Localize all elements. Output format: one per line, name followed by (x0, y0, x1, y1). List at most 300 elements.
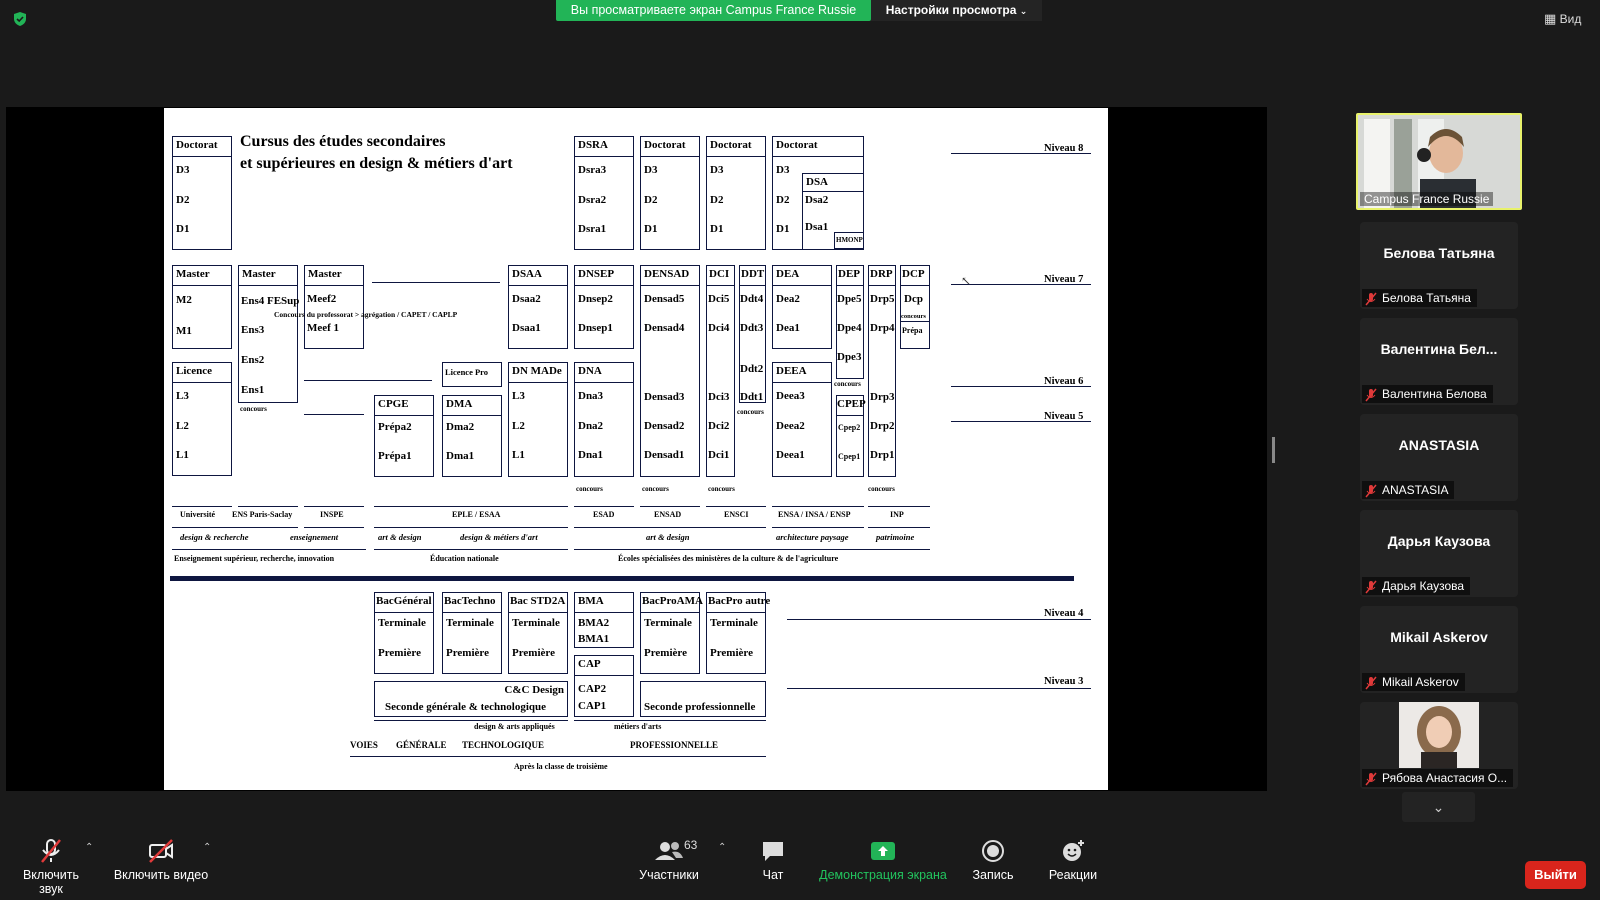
participant-label (1362, 673, 1465, 691)
divider-line (304, 527, 364, 528)
slide-title-line1: Cursus des études secondaires (240, 133, 446, 150)
box-row: Dna1 (578, 449, 604, 461)
participant-label: Campus France Russie (1360, 192, 1493, 206)
box-row: D1 (776, 223, 790, 235)
cc-design-label: C&C Design (504, 684, 564, 696)
box-head: BMA (578, 595, 604, 607)
institution-label: ENSA / INSA / ENSP (778, 510, 851, 519)
box-row: Drp2 (870, 420, 895, 432)
institution-label: INSPE (320, 510, 344, 519)
divider-line (868, 527, 930, 528)
box-row: Dnsep1 (578, 322, 613, 334)
dcp-box (900, 265, 930, 349)
dsra-box (574, 136, 634, 250)
level-line (787, 619, 1091, 620)
chevron-up-icon[interactable]: ⌃ (85, 842, 94, 853)
video-off-icon (147, 838, 175, 864)
box-row: CAP2 (578, 683, 607, 695)
doctorat-box (706, 136, 766, 250)
box-row: L2 (176, 420, 189, 432)
box-row: Première (446, 647, 489, 659)
dsaa-box (508, 265, 568, 349)
dci-box (706, 265, 735, 477)
field-label: art & design (646, 532, 690, 542)
participants-count: 63 (684, 838, 698, 852)
seconde-gt-box (374, 681, 568, 717)
divider-line (372, 282, 500, 283)
seconde-pro-box (640, 681, 766, 717)
box-row: Ddt4 (740, 293, 764, 305)
box-row: Ens3 (241, 324, 265, 336)
box-row: Dnsep2 (578, 293, 613, 305)
mouse-cursor-icon: ↖ (961, 274, 972, 288)
box-row: Première (378, 647, 421, 659)
box-head: DSAA (512, 268, 542, 280)
box-row: Terminale (446, 617, 494, 629)
bac-separator-line (170, 576, 1074, 581)
divider-line (374, 549, 568, 550)
concours-label: concours (737, 408, 764, 416)
box-head: DDT (741, 268, 765, 280)
divider-line (574, 506, 634, 507)
box-head: Doctorat (710, 139, 752, 151)
licence-box (172, 362, 232, 476)
security-shield-icon[interactable] (12, 11, 28, 27)
participant-name-large: Дарья Каузова (1387, 533, 1491, 549)
box-row: Dci2 (708, 420, 730, 432)
grid-icon: ▦ (1544, 11, 1557, 26)
box-head: DCP (902, 268, 925, 280)
box-head: DEEA (776, 365, 807, 377)
dep-box (836, 265, 864, 379)
field-label: design & recherche (180, 532, 249, 542)
dma-box (442, 395, 502, 477)
box-head: BacPro autre (708, 595, 771, 607)
level-6-label: Niveau 6 (1044, 376, 1084, 387)
box-row: Première (512, 647, 555, 659)
box-row: D3 (644, 164, 658, 176)
participant-label (1362, 577, 1470, 595)
box-head: Doctorat (644, 139, 686, 151)
field-label: enseignement (290, 532, 339, 542)
box-row: D3 (176, 164, 190, 176)
divider-line (772, 527, 864, 528)
box-row: Densad2 (644, 420, 685, 432)
box-row: Dci4 (708, 322, 730, 334)
box-row: Première (710, 647, 753, 659)
box-row: D2 (710, 194, 724, 206)
slide-title-line2: et supérieures en design & métiers d'art (240, 155, 513, 172)
voies-label: VOIES (350, 740, 378, 750)
cpge-box (374, 395, 434, 477)
dea-box (772, 265, 832, 349)
box-head: DSRA (578, 139, 608, 151)
unmute-label: Включить звук (22, 868, 80, 896)
doctorat-box (172, 136, 232, 250)
scroll-down-button[interactable] (1402, 792, 1475, 822)
voie-generale-label: GÉNÉRALE (396, 740, 447, 750)
level-7-label: Niveau 7 (1044, 274, 1084, 285)
ministry-label: Enseignement supérieur, recherche, innovation (174, 554, 335, 563)
participant-label-text: Mikail Askerov (1382, 675, 1459, 689)
concours-label: concours (901, 313, 926, 320)
box-head: DEP (838, 268, 860, 280)
participant-tile[interactable] (1360, 606, 1518, 693)
participant-label-text: Белова Татьяна (1382, 291, 1471, 305)
participant-name-large: Белова Татьяна (1383, 245, 1495, 261)
densad-box (640, 265, 700, 477)
box-row: BMA2 (578, 617, 610, 629)
mic-muted-icon (1364, 292, 1378, 306)
divider-line (304, 506, 364, 507)
box-head: Bac STD2A (510, 595, 566, 607)
participant-label (1362, 769, 1513, 787)
box-row: D1 (176, 223, 190, 235)
dna-box (574, 362, 634, 477)
ministry-label: Éducation nationale (430, 554, 499, 563)
box-head: DEA (776, 268, 800, 280)
chat-icon (760, 838, 786, 864)
box-head: DENSAD (644, 268, 690, 280)
mic-muted-icon (1364, 772, 1378, 786)
institution-label: ENSCI (724, 510, 749, 519)
box-head: Master (176, 268, 210, 280)
bac-general-box (374, 592, 434, 674)
master-box (172, 265, 232, 349)
box-row: Dsa1 (805, 221, 829, 233)
box-row: Dci3 (708, 391, 730, 403)
box-row: Prépa2 (378, 421, 412, 433)
divider-line (238, 506, 298, 507)
participant-label (1362, 385, 1493, 403)
deea-box (772, 362, 832, 477)
view-settings-label: Настройки просмотра (885, 3, 1017, 17)
concours-label: concours (834, 380, 861, 388)
bac-techno-box (442, 592, 502, 674)
chevron-down-icon: ⌄ (1432, 799, 1445, 815)
box-row: Dma1 (446, 450, 475, 462)
mic-muted-icon (1364, 580, 1378, 594)
reactions-icon (1060, 838, 1086, 864)
box-row: D1 (644, 223, 658, 235)
participant-label-text: ANASTASIA (1382, 483, 1449, 497)
bac-std2a-box (508, 592, 568, 674)
box-head: DCI (709, 268, 730, 280)
box-row: D3 (710, 164, 724, 176)
ministry-label: Écoles spécialisées des ministères de la culture & de l'agriculture (618, 554, 839, 563)
box-row: Ens1 (241, 384, 265, 396)
participants-label: Участники (639, 868, 699, 882)
record-label: Запись (972, 868, 1014, 882)
box-row: Densad1 (644, 449, 685, 461)
mic-muted-icon (39, 838, 63, 864)
seconde-pro-label: Seconde professionnelle (644, 701, 756, 713)
hmonp-box (834, 232, 864, 249)
box-row: Dsaa2 (512, 293, 541, 305)
divider-line (574, 720, 766, 721)
participant-name-large: Валентина Бел... (1380, 341, 1498, 357)
start-video-label: Включить видео (113, 868, 209, 882)
chevron-up-icon[interactable]: ⌃ (718, 842, 727, 853)
box-row: Dea2 (776, 293, 800, 305)
box-row: D2 (776, 194, 790, 206)
box-row: Dsra1 (578, 223, 607, 235)
leave-button[interactable]: Выйти (1525, 861, 1586, 889)
box-row: Dma2 (446, 421, 475, 433)
licence-pro-label: Licence Pro (445, 367, 489, 377)
view-label: Вид (1559, 12, 1582, 26)
participant-photo-icon (1399, 702, 1479, 768)
concours-professorat-label: Concours du professorat > agrégation / CAPET / CAPLP (274, 310, 458, 319)
participant-name-large: ANASTASIA (1398, 437, 1480, 453)
box-row: L3 (176, 390, 189, 402)
divider-line (374, 527, 568, 528)
box-row: Terminale (512, 617, 560, 629)
box-row: Cpep1 (838, 452, 861, 461)
participant-label-text: Рябова Анастасия О... (1382, 771, 1508, 785)
box-row: Drp5 (870, 293, 895, 305)
view-settings-dropdown[interactable] (871, 0, 1042, 21)
divider-line (868, 506, 930, 507)
start-video-button[interactable] (113, 830, 212, 900)
box-row: Ens2 (241, 354, 265, 366)
box-head: BacProAMA (642, 595, 703, 607)
box-head: DNA (578, 365, 602, 377)
participant-label-text: Дарья Каузова (1382, 579, 1465, 593)
box-head: CAP (578, 658, 601, 670)
reactions-label: Реакции (1048, 868, 1098, 882)
field-label: design & métiers d'art (460, 532, 538, 542)
box-head: BacGénéral (376, 595, 432, 607)
box-row: Densad5 (644, 293, 685, 305)
cpep-box (836, 395, 864, 477)
box-row: Prépa1 (378, 450, 412, 462)
box-row: L2 (512, 420, 525, 432)
participant-label-text: Валентина Белова (1382, 387, 1487, 401)
concours-label: concours (868, 485, 895, 493)
box-row: Deea2 (776, 420, 805, 432)
box-row: Densad4 (644, 322, 685, 334)
divider-line (574, 527, 766, 528)
box-row: M2 (176, 294, 192, 306)
box-row: Densad3 (644, 391, 685, 403)
divider-line (350, 756, 766, 757)
divider-line (640, 506, 700, 507)
dnmade-box (508, 362, 568, 477)
chevron-up-icon[interactable]: ⌃ (203, 842, 212, 853)
box-row: Dsaa1 (512, 322, 541, 334)
box-head: Master (242, 268, 276, 280)
voie-professionnelle-label: PROFESSIONNELLE (630, 740, 719, 750)
box-row: CAP1 (578, 700, 607, 712)
box-row: Ddt3 (740, 322, 764, 334)
box-head: DNSEP (578, 268, 615, 280)
chat-button[interactable] (752, 830, 794, 900)
licence-pro-box (442, 362, 502, 387)
box-row: Deea1 (776, 449, 805, 461)
box-row: Dna3 (578, 390, 604, 402)
box-row: Dpe5 (837, 293, 862, 305)
box-head: DSA (806, 176, 829, 188)
box-row: Deea3 (776, 390, 805, 402)
box-row: Drp4 (870, 322, 895, 334)
divider-line (374, 720, 568, 721)
box-row: Drp3 (870, 391, 895, 403)
box-row: Ddt2 (740, 363, 764, 375)
box-row: D2 (176, 194, 190, 206)
metiers-arts-label: métiers d'arts (614, 722, 662, 731)
participants-icon (654, 838, 684, 864)
box-row: Dsra2 (578, 194, 607, 206)
record-button[interactable] (966, 830, 1020, 900)
box-row: BMA1 (578, 633, 610, 645)
institution-label: ENSAD (654, 510, 682, 519)
level-5-label: Niveau 5 (1044, 411, 1084, 422)
participant-tile[interactable] (1360, 702, 1518, 789)
box-row: Dpe3 (837, 351, 862, 363)
divider-line (172, 527, 298, 528)
concours-label: concours (576, 485, 603, 493)
institution-label: INP (890, 510, 904, 519)
master-meef-box (304, 265, 364, 349)
prepa-label: Prépa (902, 326, 923, 335)
dnsep-box (574, 265, 634, 349)
box-row: Meef2 (307, 293, 337, 305)
box-row: Dna2 (578, 420, 604, 432)
design-arts-label: design & arts appliqués (474, 722, 555, 731)
concours-label: concours (642, 485, 669, 493)
reactions-button[interactable] (1046, 830, 1100, 900)
box-head: CPGE (378, 398, 409, 410)
field-label: art & design (378, 532, 422, 542)
box-head: Master (308, 268, 342, 280)
box-row: Première (644, 647, 687, 659)
box-head: DMA (446, 398, 473, 410)
view-button[interactable] (1544, 8, 1596, 30)
participant-tile[interactable] (1360, 510, 1518, 597)
box-head: Licence (176, 365, 213, 377)
box-row: Terminale (710, 617, 758, 629)
box-row: Ddt1 (740, 391, 764, 403)
voie-technologique-label: TECHNOLOGIQUE (462, 740, 545, 750)
divider-line (772, 506, 864, 507)
unmute-button[interactable] (10, 830, 92, 900)
ddt-box (739, 265, 766, 403)
box-row: Dci1 (708, 449, 730, 461)
institution-label: ENS Paris-Saclay (232, 510, 293, 519)
box-row: Terminale (644, 617, 692, 629)
mic-muted-icon (1364, 676, 1378, 690)
divider-line (304, 414, 364, 415)
box-row: Dea1 (776, 322, 800, 334)
participant-label (1362, 481, 1454, 499)
panel-resize-handle[interactable] (1272, 437, 1275, 463)
chevron-down-icon: ⌄ (1019, 6, 1028, 16)
share-screen-icon (870, 838, 896, 864)
drp-box (868, 265, 896, 477)
field-label: patrimoine (876, 532, 915, 542)
divider-line (172, 549, 366, 550)
level-4-label: Niveau 4 (1044, 608, 1084, 619)
hmonp-label: HMONP (836, 236, 863, 244)
box-row: Dcp (904, 293, 923, 305)
box-row: L1 (512, 449, 525, 461)
divider-line (706, 506, 766, 507)
participant-name-large: Mikail Askerov (1390, 629, 1488, 645)
box-row: Cpep2 (838, 423, 861, 432)
level-3-label: Niveau 3 (1044, 676, 1084, 687)
field-label: architecture paysage (776, 532, 849, 542)
mic-muted-icon (1364, 484, 1378, 498)
box-row: Dpe4 (837, 322, 862, 334)
screen-share-banner: Вы просматриваете экран Campus France Russie (556, 0, 871, 21)
participant-tile[interactable] (1360, 222, 1518, 309)
seconde-gt-label: Seconde générale & technologique (385, 701, 547, 713)
box-head: BacTechno (444, 595, 496, 607)
box-row: L1 (176, 449, 189, 461)
participant-tile-campus-france[interactable] (1356, 113, 1522, 210)
box-row: Meef 1 (307, 322, 340, 334)
box-row: D3 (776, 164, 790, 176)
chat-label: Чат (762, 868, 784, 882)
divider-line (901, 321, 929, 322)
concours-label: concours (240, 405, 267, 413)
box-head: Doctorat (776, 139, 818, 151)
box-row: Dsra3 (578, 164, 607, 176)
apres-troisieme-label: Après la classe de troisième (514, 762, 608, 771)
bacpro-autre-box (706, 592, 771, 674)
concours-label: concours (708, 485, 735, 493)
institution-label: Université (180, 510, 216, 519)
mic-muted-icon (1364, 388, 1378, 402)
institution-label: EPLE / ESAA (452, 510, 501, 519)
record-icon (980, 838, 1006, 864)
box-head: DRP (870, 268, 893, 280)
box-row: Dsa2 (805, 194, 829, 206)
divider-line (574, 549, 930, 550)
meeting-toolbar (0, 830, 1600, 900)
share-screen-button[interactable] (818, 830, 948, 900)
bacpro-ama-box (640, 592, 703, 674)
doctorat-box (640, 136, 700, 250)
divider-line (304, 380, 432, 381)
box-row: Ens4 FESup (241, 295, 300, 307)
participant-label (1362, 289, 1477, 307)
level-line (787, 688, 1091, 689)
cap-box (574, 655, 634, 717)
box-row: Terminale (378, 617, 426, 629)
master-ens-box (238, 265, 298, 403)
box-head: CPEP (837, 398, 866, 410)
box-row: Dci5 (708, 293, 730, 305)
box-head: DN MADe (512, 365, 562, 377)
box-row: D2 (644, 194, 658, 206)
box-row: M1 (176, 325, 192, 337)
participant-tile[interactable] (1360, 414, 1518, 501)
level-8-label: Niveau 8 (1044, 143, 1084, 154)
bma-box (574, 592, 634, 648)
divider-line (374, 506, 568, 507)
box-head: Doctorat (176, 139, 218, 151)
divider-line (172, 506, 232, 507)
shared-slide (164, 108, 1108, 790)
share-screen-label: Демонстрация экрана (819, 868, 947, 882)
box-row: L3 (512, 390, 525, 402)
institution-label: ESAD (593, 510, 615, 519)
participant-tile[interactable] (1360, 318, 1518, 405)
box-row: Drp1 (870, 449, 895, 461)
box-row: D1 (710, 223, 724, 235)
